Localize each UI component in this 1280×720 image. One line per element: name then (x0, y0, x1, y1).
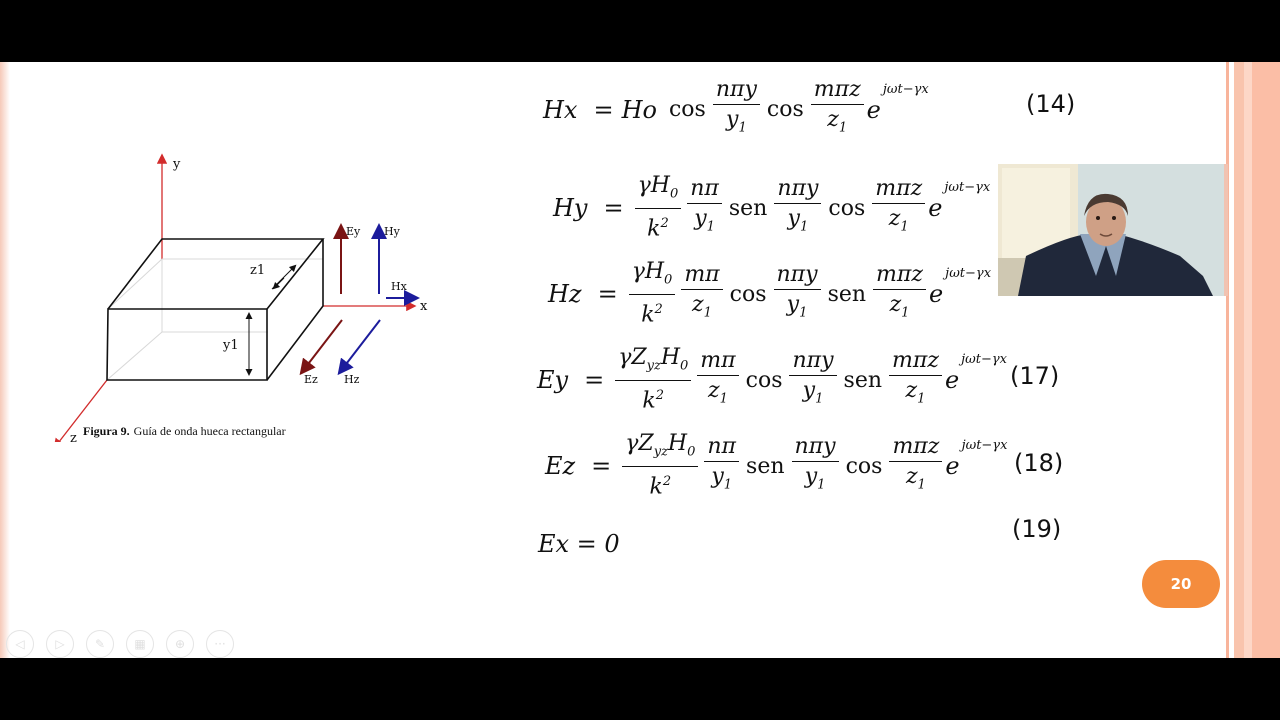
y-axis-label: y (173, 157, 181, 172)
eq-lhs: Ey (537, 366, 569, 395)
waveguide-figure (40, 102, 460, 442)
waveguide-box (107, 239, 323, 380)
eq-fraction: $\frac{\text{nπy}}{y_1}$ (789, 347, 836, 414)
eq-fn: cos (745, 367, 783, 393)
eq-fraction: $\frac{\text{mπz}}{z_1}$ (872, 175, 925, 242)
ey-label: Ey (346, 225, 361, 238)
pen-icon[interactable]: ✎ (86, 630, 114, 658)
slides-icon[interactable]: ▦ (126, 630, 154, 658)
z1-label: z1 (250, 263, 266, 278)
x-axis-label: x (420, 299, 428, 314)
slide (0, 62, 1280, 658)
eq-fn: cos (668, 97, 706, 123)
more-icon[interactable]: ··· (206, 630, 234, 658)
eq-fn: sen (843, 367, 883, 393)
eq-fn: cos (845, 453, 883, 479)
equation-number-14: (14) (1026, 90, 1076, 118)
eq-lhs: Hx (543, 95, 578, 124)
eq-exponential: e jωt−γx (928, 266, 992, 309)
eq-lhs: Hz (548, 280, 582, 309)
hz-label: Hz (344, 373, 360, 386)
eq-exponential: e jωt−γx (866, 81, 929, 124)
eq-fn: sen (746, 453, 785, 479)
ez-arrow (302, 320, 342, 372)
eq-exponential: e jωt−γx (945, 438, 1008, 481)
prev-icon[interactable]: ◁ (6, 630, 34, 658)
equation-number-18: (18) (1014, 449, 1064, 477)
equals-sign: = (603, 194, 624, 223)
zoom-icon[interactable]: ⊕ (166, 630, 194, 658)
equation-number-17: (17) (1010, 362, 1060, 390)
equation-number-19: (19) (1012, 515, 1062, 543)
eq-fraction: $\frac{\gamma H_0}{k^2}$ (635, 172, 682, 245)
decorative-stripes (1222, 62, 1280, 658)
eq-fn: cos (766, 97, 804, 123)
eq-ex-text: Ex = 0 (538, 530, 620, 558)
eq-fraction: $\frac{n\pi}{y_1}$ (704, 433, 739, 500)
figure-caption-label: Figura 9. (83, 424, 130, 438)
eq-exponential: e jωt−γx (944, 352, 1008, 395)
eq-exponential: e jωt−γx (928, 180, 991, 223)
eq-fraction: $\frac{m\pi}{z_1}$ (697, 347, 738, 414)
eq-fn: sen (728, 195, 768, 221)
eq-fraction: $\frac{m\pi}{z_1}$ (681, 261, 722, 328)
equation-ez (545, 430, 1007, 503)
slideshow-controls (6, 630, 234, 658)
equation-hy (553, 172, 990, 245)
equation-hx (543, 76, 929, 143)
hy-label: Hy (384, 225, 400, 238)
equation-hz (548, 258, 991, 331)
page-number-badge: 20 (1142, 560, 1220, 608)
eq-fn: sen (827, 281, 867, 307)
slide-left-edge (0, 62, 10, 658)
equals-sign: = (584, 366, 605, 395)
equation-ey (537, 344, 1007, 417)
eq-fn: cos (729, 281, 767, 307)
eq-coef: Ho (621, 95, 657, 124)
eq-fn: cos (828, 195, 866, 221)
eq-fraction: $\frac{\text{mπz}}{z_1}$ (811, 76, 864, 143)
ez-label: Ez (304, 373, 318, 386)
y1-label: y1 (223, 338, 239, 353)
hx-label: Hx (391, 280, 407, 293)
z-axis-label: z (70, 431, 77, 442)
eq-fraction: $\frac{\gamma Z_{yz}H_0}{k^2}$ (622, 430, 698, 503)
eq-fraction: $\frac{\text{nπy}}{y_1}$ (774, 261, 821, 328)
equals-sign: = (591, 452, 612, 481)
eq-fraction: $\frac{\text{nπy}}{y_1}$ (713, 76, 760, 143)
eq-lhs: Ez (545, 452, 576, 481)
eq-lhs: Hy (553, 194, 588, 223)
figure-caption (83, 424, 286, 439)
presenter-video (998, 164, 1228, 296)
play-icon[interactable]: ▷ (46, 630, 74, 658)
hz-arrow (340, 320, 380, 372)
eq-fraction: $\frac{\gamma H_0}{k^2}$ (629, 258, 676, 331)
eq-fraction: $\frac{\gamma Z_{yz}H_0}{k^2}$ (615, 344, 691, 417)
eq-fraction: $\frac{\text{nπy}}{y_1}$ (774, 175, 821, 242)
eq-fraction: $\frac{\text{nπy}}{y_1}$ (792, 433, 839, 500)
eq-fraction: $\frac{n\pi}{y_1}$ (687, 175, 722, 242)
eq-fraction: $\frac{\text{mπz}}{z_1}$ (873, 261, 926, 328)
equals-sign: = (597, 280, 618, 309)
eq-fraction: $\frac{\text{mπz}}{z_1}$ (889, 433, 942, 500)
equation-ex (538, 530, 628, 558)
eq-fraction: $\frac{\text{mπz}}{z_1}$ (889, 347, 942, 414)
figure-caption-text: Guía de onda hueca rectangular (133, 424, 286, 438)
webcam-overlay[interactable] (998, 164, 1228, 296)
equals-sign: = (593, 95, 614, 124)
